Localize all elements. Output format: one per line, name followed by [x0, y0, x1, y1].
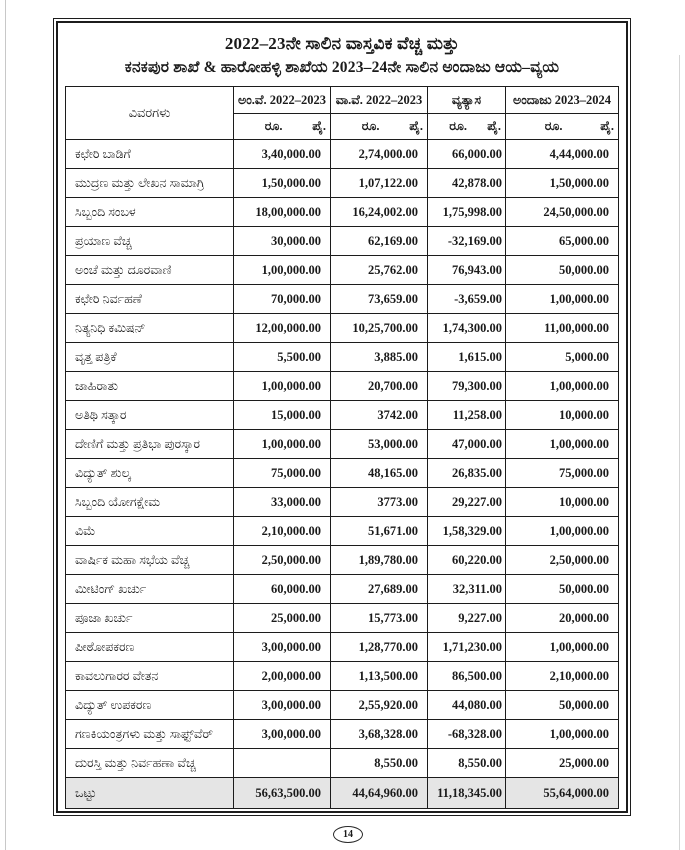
- row-label: ಜಾಹಿರಾತು: [66, 372, 234, 401]
- table-row: [66, 256, 619, 285]
- table-row: [66, 140, 619, 169]
- cell-estimate-2023-24: 20,000.00: [506, 604, 619, 633]
- cell-estimate-2023-24: 25,000.00: [506, 749, 619, 778]
- cell-estimate-2022-23: 3,00,000.00: [234, 720, 331, 749]
- document-border-frame: [53, 18, 631, 816]
- cell-difference: -68,328.00: [428, 720, 506, 749]
- cell-actual-2022-23: 1,07,122.00: [331, 169, 428, 198]
- cell-estimate-2022-23: 2,50,000.00: [234, 546, 331, 575]
- table-row: [66, 401, 619, 430]
- row-label: ಮೀಟಿಂಗ್ ಖರ್ಚು: [66, 575, 234, 604]
- cell-estimate-2022-23: 3,00,000.00: [234, 633, 331, 662]
- row-label: ಕಛೇರಿ ಬಾಡಿಗೆ: [66, 140, 234, 169]
- cell-difference: 32,311.00: [428, 575, 506, 604]
- cell-difference: 8,550.00: [428, 749, 506, 778]
- cell-difference: 26,835.00: [428, 459, 506, 488]
- paise-label: ಪೈ.: [600, 119, 614, 133]
- row-label: ವಾರ್ಷಿಕ ಮಹಾ ಸಭೆಯ ವೆಚ್ಚ: [66, 546, 234, 575]
- cell-estimate-2022-23: 5,500.00: [234, 343, 331, 372]
- table-body: [66, 140, 619, 778]
- cell-actual-2022-23: 27,689.00: [331, 575, 428, 604]
- table-row: [66, 459, 619, 488]
- column-header-actual-2022-23: ವಾ.ವೆ. 2022–2023: [331, 87, 428, 114]
- table-row: [66, 314, 619, 343]
- cell-actual-2022-23: 16,24,002.00: [331, 198, 428, 227]
- cell-estimate-2022-23: 33,000.00: [234, 488, 331, 517]
- cell-difference: 1,74,300.00: [428, 314, 506, 343]
- cell-estimate-2022-23: 70,000.00: [234, 285, 331, 314]
- cell-difference: 29,227.00: [428, 488, 506, 517]
- cell-estimate-2023-24: 50,000.00: [506, 575, 619, 604]
- cell-estimate-2022-23: [234, 749, 331, 778]
- cell-estimate-2022-23: 1,00,000.00: [234, 430, 331, 459]
- cell-estimate-2022-23: 75,000.00: [234, 459, 331, 488]
- subheader-rupee-paise-2: [331, 114, 428, 140]
- cell-estimate-2022-23: 18,00,000.00: [234, 198, 331, 227]
- cell-actual-2022-23: 1,89,780.00: [331, 546, 428, 575]
- row-label: ದೇಣಿಗೆ ಮತ್ತು ಪ್ರತಿಭಾ ಪುರಸ್ಕಾರ: [66, 430, 234, 459]
- row-label: ಪೂಜಾ ಖರ್ಚು: [66, 604, 234, 633]
- cell-actual-2022-23: 8,550.00: [331, 749, 428, 778]
- cell-actual-2022-23: 25,762.00: [331, 256, 428, 285]
- paise-label: ಪೈ.: [312, 119, 326, 133]
- cell-actual-2022-23: 15,773.00: [331, 604, 428, 633]
- row-label: ಪೀಠೋಪಕರಣ: [66, 633, 234, 662]
- cell-actual-2022-23: 51,671.00: [331, 517, 428, 546]
- budget-table: [65, 86, 619, 809]
- cell-estimate-2023-24: 24,50,000.00: [506, 198, 619, 227]
- cell-estimate-2022-23: 1,00,000.00: [234, 256, 331, 285]
- cell-estimate-2023-24: 2,10,000.00: [506, 662, 619, 691]
- cell-difference: 86,500.00: [428, 662, 506, 691]
- row-label: ಸಿಬ್ಬಂದಿ ಸಂಬಳ: [66, 198, 234, 227]
- cell-estimate-2022-23: 25,000.00: [234, 604, 331, 633]
- cell-actual-2022-23: 1,13,500.00: [331, 662, 428, 691]
- table-row: [66, 169, 619, 198]
- cell-estimate-2023-24: 4,44,000.00: [506, 140, 619, 169]
- cell-estimate-2023-24: 5,000.00: [506, 343, 619, 372]
- cell-difference: 60,220.00: [428, 546, 506, 575]
- cell-estimate-2022-23: 3,40,000.00: [234, 140, 331, 169]
- scan-edge-line: [679, 55, 680, 850]
- cell-actual-2022-23: 3742.00: [331, 401, 428, 430]
- cell-actual-2022-23: 53,000.00: [331, 430, 428, 459]
- table-row: [66, 662, 619, 691]
- row-label: ಕಾವಲುಗಾರರ ವೇತನ: [66, 662, 234, 691]
- total-row: [66, 778, 619, 809]
- cell-difference: 1,71,230.00: [428, 633, 506, 662]
- cell-estimate-2023-24: 1,00,000.00: [506, 372, 619, 401]
- page-number-badge: 14: [333, 826, 363, 843]
- rupee-label: ರೂ.: [449, 119, 467, 133]
- cell-estimate-2023-24: 1,00,000.00: [506, 720, 619, 749]
- row-label: ಕಛೇರಿ ನಿರ್ವಹಣೆ: [66, 285, 234, 314]
- table-row: [66, 720, 619, 749]
- column-header-estimate-2022-23: ಅಂ.ವೆ. 2022–2023: [234, 87, 331, 114]
- cell-estimate-2023-24: 2,50,000.00: [506, 546, 619, 575]
- cell-estimate-2022-23: 15,000.00: [234, 401, 331, 430]
- cell-actual-2022-23: 3773.00: [331, 488, 428, 517]
- cell-actual-2022-23: 10,25,700.00: [331, 314, 428, 343]
- title-line-1: 2022–23ನೇ ಸಾಲಿನ ವಾಸ್ತವಿಕ ವೆಚ್ಚ ಮತ್ತು: [224, 34, 460, 53]
- row-label: ಅಂಚೆ ಮತ್ತು ದೂರವಾಣಿ: [66, 256, 234, 285]
- rupee-label: ರೂ.: [264, 119, 283, 133]
- cell-actual-2022-23: 62,169.00: [331, 227, 428, 256]
- title-line-2: ಕನಕಪುರ ಶಾಖೆ & ಹಾರೋಹಳ್ಳಿ ಶಾಖೆಯ 2023–24ನೇ ಸಾಲಿನ ಅಂದಾಜು ಆಯ–ವ್ಯಯ: [124, 59, 560, 76]
- total-difference: 11,18,345.00: [428, 778, 506, 809]
- row-label: ವಿಮೆ: [66, 517, 234, 546]
- cell-estimate-2023-24: 65,000.00: [506, 227, 619, 256]
- cell-difference: 47,000.00: [428, 430, 506, 459]
- total-label: ಒಟ್ಟು: [66, 778, 234, 809]
- subheader-rupee-paise-1: [234, 114, 331, 140]
- document-title: [58, 34, 626, 77]
- cell-estimate-2022-23: 1,50,000.00: [234, 169, 331, 198]
- rupee-label: ರೂ.: [361, 119, 380, 133]
- paise-label: ಪೈ.: [487, 119, 501, 133]
- cell-difference: 1,615.00: [428, 343, 506, 372]
- column-header-difference: ವ್ಯತ್ಯಾಸ: [428, 87, 506, 114]
- table-row: [66, 372, 619, 401]
- table-row: [66, 604, 619, 633]
- row-label: ನಿತ್ಯನಿಧಿ ಕಮಿಷನ್: [66, 314, 234, 343]
- cell-difference: 1,58,329.00: [428, 517, 506, 546]
- cell-estimate-2023-24: 10,000.00: [506, 401, 619, 430]
- cell-actual-2022-23: 3,885.00: [331, 343, 428, 372]
- row-label: ಸಿಬ್ಬಂದಿ ಯೋಗಕ್ಷೇಮ: [66, 488, 234, 517]
- table-row: [66, 198, 619, 227]
- cell-estimate-2023-24: 50,000.00: [506, 691, 619, 720]
- cell-difference: 44,080.00: [428, 691, 506, 720]
- cell-estimate-2022-23: 12,00,000.00: [234, 314, 331, 343]
- cell-estimate-2022-23: 2,00,000.00: [234, 662, 331, 691]
- rupee-label: ರೂ.: [544, 119, 563, 133]
- cell-estimate-2022-23: 30,000.00: [234, 227, 331, 256]
- cell-actual-2022-23: 48,165.00: [331, 459, 428, 488]
- subheader-rupee-paise-3: [428, 114, 506, 140]
- table-footer: [66, 778, 619, 809]
- cell-difference: -3,659.00: [428, 285, 506, 314]
- subheader-rupee-paise-4: [506, 114, 619, 140]
- cell-estimate-2023-24: 1,00,000.00: [506, 285, 619, 314]
- table-row: [66, 633, 619, 662]
- cell-actual-2022-23: 3,68,328.00: [331, 720, 428, 749]
- cell-estimate-2023-24: 1,00,000.00: [506, 633, 619, 662]
- table-row: [66, 430, 619, 459]
- cell-estimate-2023-24: 50,000.00: [506, 256, 619, 285]
- table-row: [66, 691, 619, 720]
- row-label: ಗಣಕಿಯಂತ್ರಗಳು ಮತ್ತು ಸಾಫ್ಟ್‌ವೆರ್: [66, 720, 234, 749]
- table-row: [66, 285, 619, 314]
- cell-estimate-2023-24: 11,00,000.00: [506, 314, 619, 343]
- table-row: [66, 546, 619, 575]
- cell-estimate-2022-23: 60,000.00: [234, 575, 331, 604]
- table-row: [66, 749, 619, 778]
- cell-actual-2022-23: 20,700.00: [331, 372, 428, 401]
- document-inner-frame: [56, 21, 628, 813]
- column-header-details: ವಿವರಗಳು: [66, 87, 234, 140]
- row-label: ಅತಿಥಿ ಸತ್ಕಾರ: [66, 401, 234, 430]
- table-row: [66, 227, 619, 256]
- table-row: [66, 488, 619, 517]
- cell-actual-2022-23: 73,659.00: [331, 285, 428, 314]
- table-row: [66, 517, 619, 546]
- row-label: ಪ್ರಯಾಣ ವೆಚ್ಚ: [66, 227, 234, 256]
- cell-estimate-2022-23: 3,00,000.00: [234, 691, 331, 720]
- table-row: [66, 343, 619, 372]
- cell-difference: 1,75,998.00: [428, 198, 506, 227]
- table-row: [66, 575, 619, 604]
- cell-difference: 9,227.00: [428, 604, 506, 633]
- cell-estimate-2022-23: 1,00,000.00: [234, 372, 331, 401]
- paise-label: ಪೈ.: [409, 119, 423, 133]
- total-estimate-2023-24: 55,64,000.00: [506, 778, 619, 809]
- cell-actual-2022-23: 1,28,770.00: [331, 633, 428, 662]
- cell-actual-2022-23: 2,74,000.00: [331, 140, 428, 169]
- column-header-estimate-2023-24: ಅಂದಾಜು 2023–2024: [506, 87, 619, 114]
- row-label: ವಿದ್ಯುತ್ ಉಪಕರಣ: [66, 691, 234, 720]
- cell-difference: 11,258.00: [428, 401, 506, 430]
- cell-estimate-2023-24: 10,000.00: [506, 488, 619, 517]
- row-label: ವೃತ್ತ ಪತ್ರಿಕೆ: [66, 343, 234, 372]
- row-label: ದುರಸ್ತಿ ಮತ್ತು ನಿರ್ವಹಣಾ ವೆಚ್ಚ: [66, 749, 234, 778]
- row-label: ವಿದ್ಯುತ್ ಶುಲ್ಕ: [66, 459, 234, 488]
- cell-estimate-2023-24: 1,00,000.00: [506, 430, 619, 459]
- cell-difference: 76,943.00: [428, 256, 506, 285]
- total-actual-2022-23: 44,64,960.00: [331, 778, 428, 809]
- cell-difference: -32,169.00: [428, 227, 506, 256]
- scan-edge-line: [5, 0, 6, 850]
- cell-difference: 66,000.00: [428, 140, 506, 169]
- cell-estimate-2022-23: 2,10,000.00: [234, 517, 331, 546]
- cell-estimate-2023-24: 75,000.00: [506, 459, 619, 488]
- cell-estimate-2023-24: 1,00,000.00: [506, 517, 619, 546]
- cell-difference: 42,878.00: [428, 169, 506, 198]
- total-estimate-2022-23: 56,63,500.00: [234, 778, 331, 809]
- cell-actual-2022-23: 2,55,920.00: [331, 691, 428, 720]
- table-header: [66, 87, 619, 140]
- cell-difference: 79,300.00: [428, 372, 506, 401]
- cell-estimate-2023-24: 1,50,000.00: [506, 169, 619, 198]
- row-label: ಮುದ್ರಣ ಮತ್ತು ಲೇಖನ ಸಾಮಾಗ್ರಿ: [66, 169, 234, 198]
